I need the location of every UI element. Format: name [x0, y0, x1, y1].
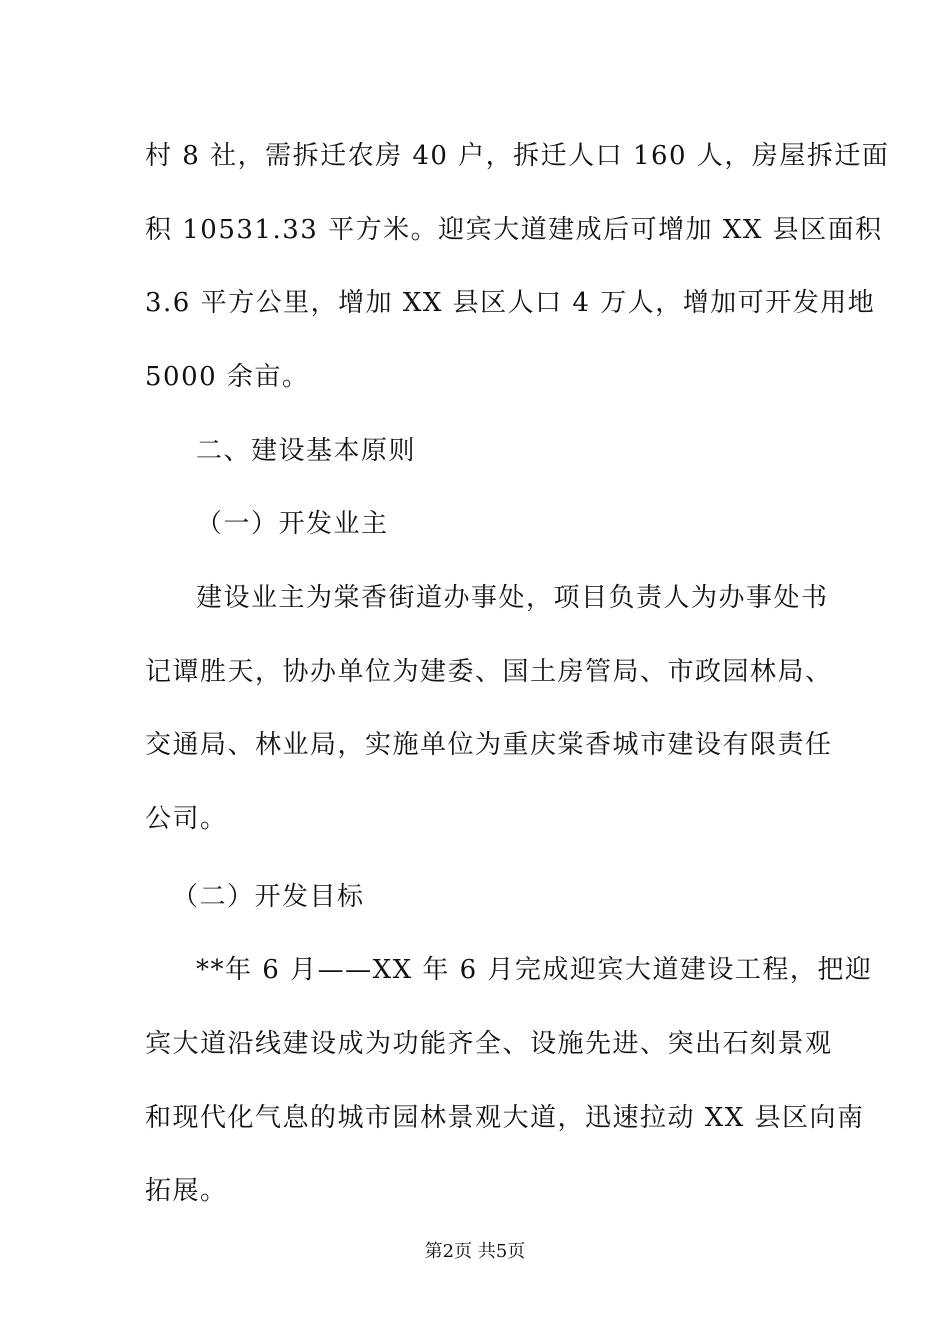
body-text-line: 交通局、林业局，实施单位为重庆棠香城市建设有限责任 — [145, 730, 833, 760]
body-text-line: 建设业主为棠香街道办事处，项目负责人为办事处书 — [196, 583, 829, 613]
subsection-heading: （二）开发目标 — [172, 882, 365, 912]
body-text-line: 拓展。 — [145, 1176, 228, 1206]
body-text-line: 公司。 — [145, 804, 228, 834]
section-heading: 二、建设基本原则 — [196, 436, 417, 466]
body-text-line: 记谭胜天，协办单位为建委、国土房管局、市政园林局、 — [145, 657, 833, 687]
body-text-line: 村 8 社，需拆迁农房 40 户，拆迁人口 160 人，房屋拆迁面 — [145, 141, 890, 171]
body-text-line: 3.6 平方公里，增加 XX 县区人口 4 万人，增加可开发用地 — [145, 288, 876, 318]
body-text-line: 5000 余亩。 — [145, 362, 310, 392]
body-text-line: 和现代化气息的城市园林景观大道，迅速拉动 XX 县区向南 — [145, 1103, 865, 1133]
subsection-heading: （一）开发业主 — [196, 509, 389, 539]
body-text-line: 积 10531.33 平方米。迎宾大道建成后可增加 XX 县区面积 — [145, 215, 883, 245]
page-number-footer: 第2页 共5页 — [424, 1241, 526, 1262]
body-text-line: **年 6 月——XX 年 6 月完成迎宾大道建设工程，把迎 — [196, 955, 873, 985]
body-text-line: 宾大道沿线建设成为功能齐全、设施先进、突出石刻景观 — [145, 1029, 833, 1059]
